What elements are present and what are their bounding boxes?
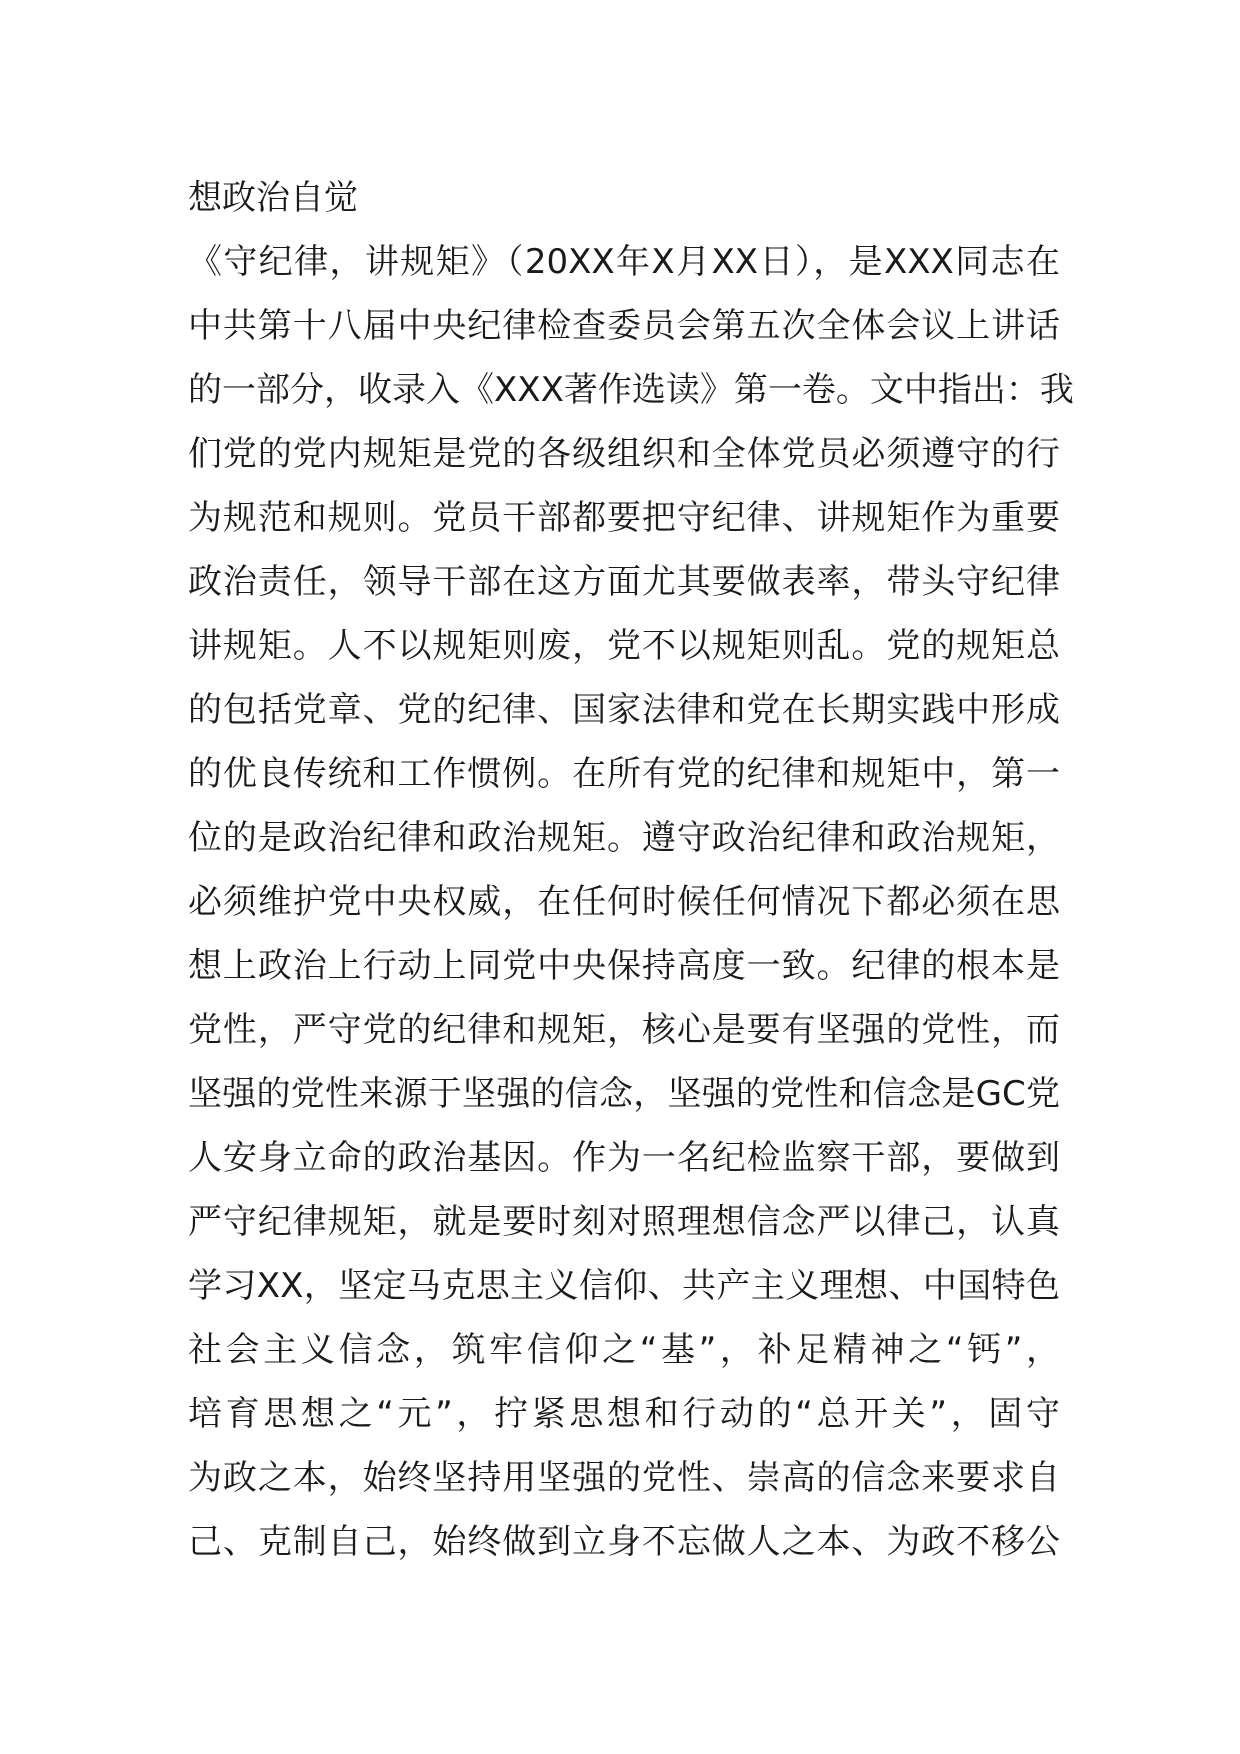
text-line-5: 们党的党内规矩是党的各级组织和全体党员必须遵守的行 [188,434,1060,474]
text-line-6: 为规范和规则。党员干部都要把守纪律、讲规矩作为重要 [188,498,1060,538]
text-line-13: 想上政治上行动上同党中央保持高度一致。纪律的根本是 [188,946,1060,986]
text-line-16: 人安身立命的政治基因。作为一名纪检监察干部，要做到 [188,1138,1060,1178]
text-line-3: 中共第十八届中央纪律检查委员会第五次全体会议上讲话 [188,306,1060,346]
text-line-8: 讲规矩。人不以规矩则废，党不以规矩则乱。党的规矩总 [188,626,1060,666]
text-line-14: 党性，严守党的纪律和规矩，核心是要有坚强的党性，而 [188,1010,1060,1050]
text-line-21: 为政之本，始终坚持用坚强的党性、崇高的信念来要求自 [188,1458,1060,1498]
text-line-18: 学习XX，坚定马克思主义信仰、共产主义理想、中国特色 [188,1266,1060,1306]
text-line-7: 政治责任，领导干部在这方面尤其要做表率，带头守纪律 [188,562,1060,602]
text-line-4: 的一部分，收录入《XXX著作选读》第一卷。文中指出：我 [188,370,1074,410]
text-line-10: 的优良传统和工作惯例。在所有党的纪律和规矩中，第一 [188,754,1060,794]
text-line-1: 想政治自觉 [188,178,358,218]
text-line-19: 社会主义信念，筑牢信仰之“基”，补足精神之“钙”， [188,1330,1060,1370]
text-line-17: 严守纪律规矩，就是要时刻对照理想信念严以律己，认真 [188,1202,1060,1242]
text-line-15: 坚强的党性来源于坚强的信念，坚强的党性和信念是GC党 [188,1074,1060,1114]
text-line-9: 的包括党章、党的纪律、国家法律和党在长期实践中形成 [188,690,1060,730]
text-line-2: 《守纪律，讲规矩》（20XX年X月XX日），是XXX同志在 [188,242,1060,282]
text-line-20: 培育思想之“元”，拧紧思想和行动的“总开关”，固守 [188,1394,1060,1434]
text-line-12: 必须维护党中央权威，在任何时候任何情况下都必须在思 [188,882,1060,922]
text-line-11: 位的是政治纪律和政治规矩。遵守政治纪律和政治规矩， [188,818,1060,858]
text-line-22: 己、克制自己，始终做到立身不忘做人之本、为政不移公 [188,1522,1060,1562]
